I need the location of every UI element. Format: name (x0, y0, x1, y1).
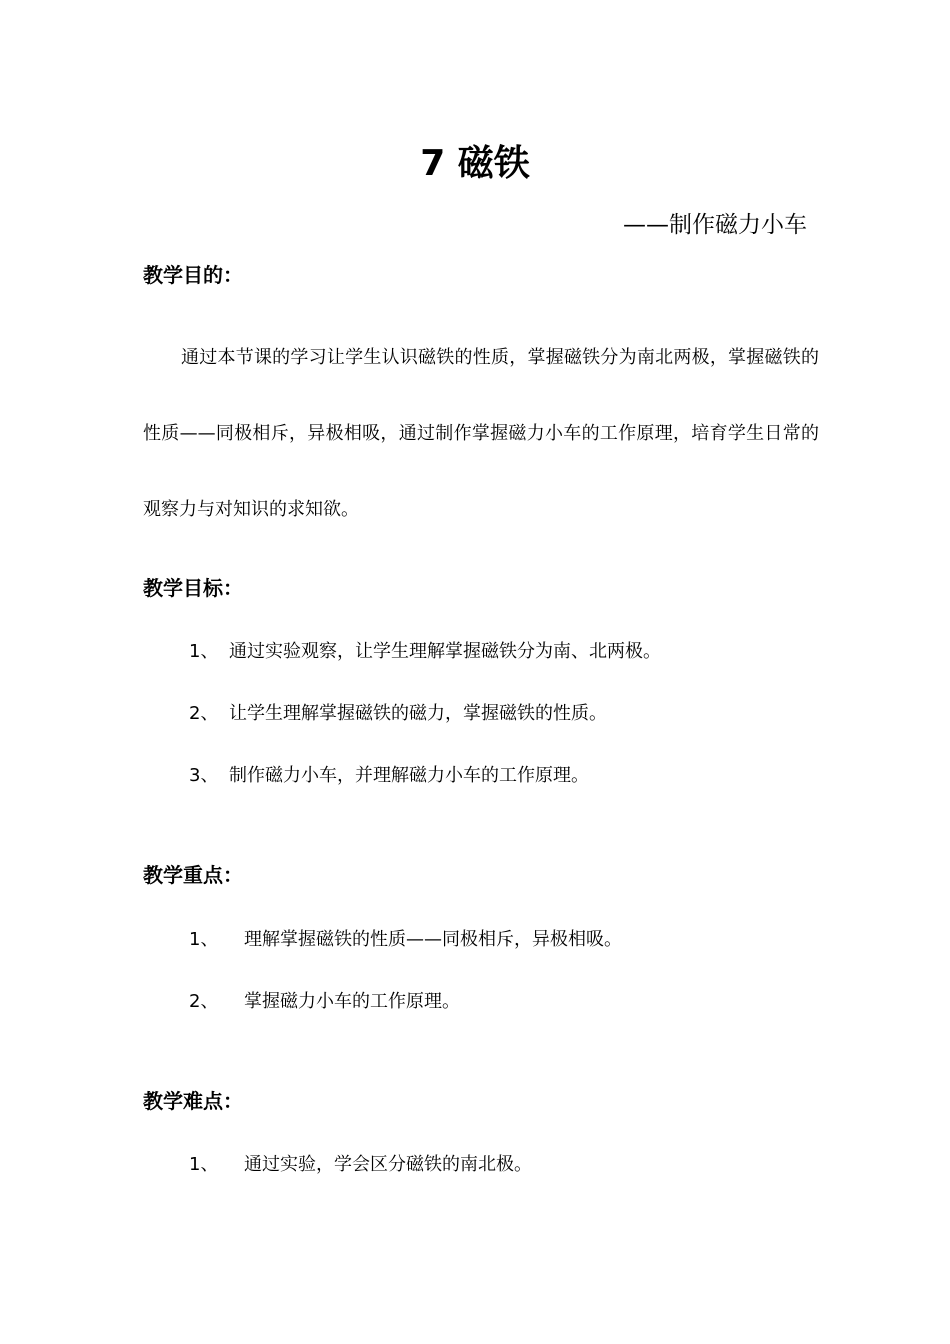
goal-item-text: 制作磁力小车，并理解磁力小车的工作原理。 (229, 765, 589, 786)
goal-item (189, 762, 589, 790)
goal-item-number: 3、 (189, 765, 219, 786)
document-subtitle: ——制作磁力小车 (623, 212, 807, 238)
key-point-item-text: 理解掌握磁铁的性质——同极相斥，异极相吸。 (244, 929, 622, 950)
section-heading-difficulties: 教学难点： (143, 1089, 243, 1113)
goal-item (189, 700, 607, 728)
difficulty-item (189, 1151, 532, 1179)
section-heading-purpose: 教学目的： (143, 263, 243, 287)
goal-item (189, 638, 661, 666)
key-point-item-number: 1、 (189, 929, 219, 950)
goal-item-number: 1、 (189, 641, 219, 662)
section-heading-key-points: 教学重点： (143, 863, 243, 887)
key-point-item-text: 掌握磁力小车的工作原理。 (244, 991, 460, 1012)
document-title: 7 磁铁 (420, 143, 530, 184)
purpose-paragraph: 通过本节课的学习让学生认识磁铁的性质，掌握磁铁分为南北两极，掌握磁铁的性质——同极相斥，异极相吸，通过制作掌握磁力小车的工作原理，培育学生日常的观察力与对知识的求知欲。 (143, 347, 819, 520)
section-heading-goals: 教学目标： (143, 576, 243, 600)
difficulty-item-number: 1、 (189, 1154, 219, 1175)
key-point-item (189, 988, 460, 1016)
goal-item-text: 让学生理解掌握磁铁的磁力，掌握磁铁的性质。 (229, 703, 607, 724)
key-point-item-number: 2、 (189, 991, 219, 1012)
difficulty-item-text: 通过实验，学会区分磁铁的南北极。 (244, 1154, 532, 1175)
goal-item-number: 2、 (189, 703, 219, 724)
goal-item-text: 通过实验观察，让学生理解掌握磁铁分为南、北两极。 (229, 641, 661, 662)
key-point-item (189, 926, 622, 954)
